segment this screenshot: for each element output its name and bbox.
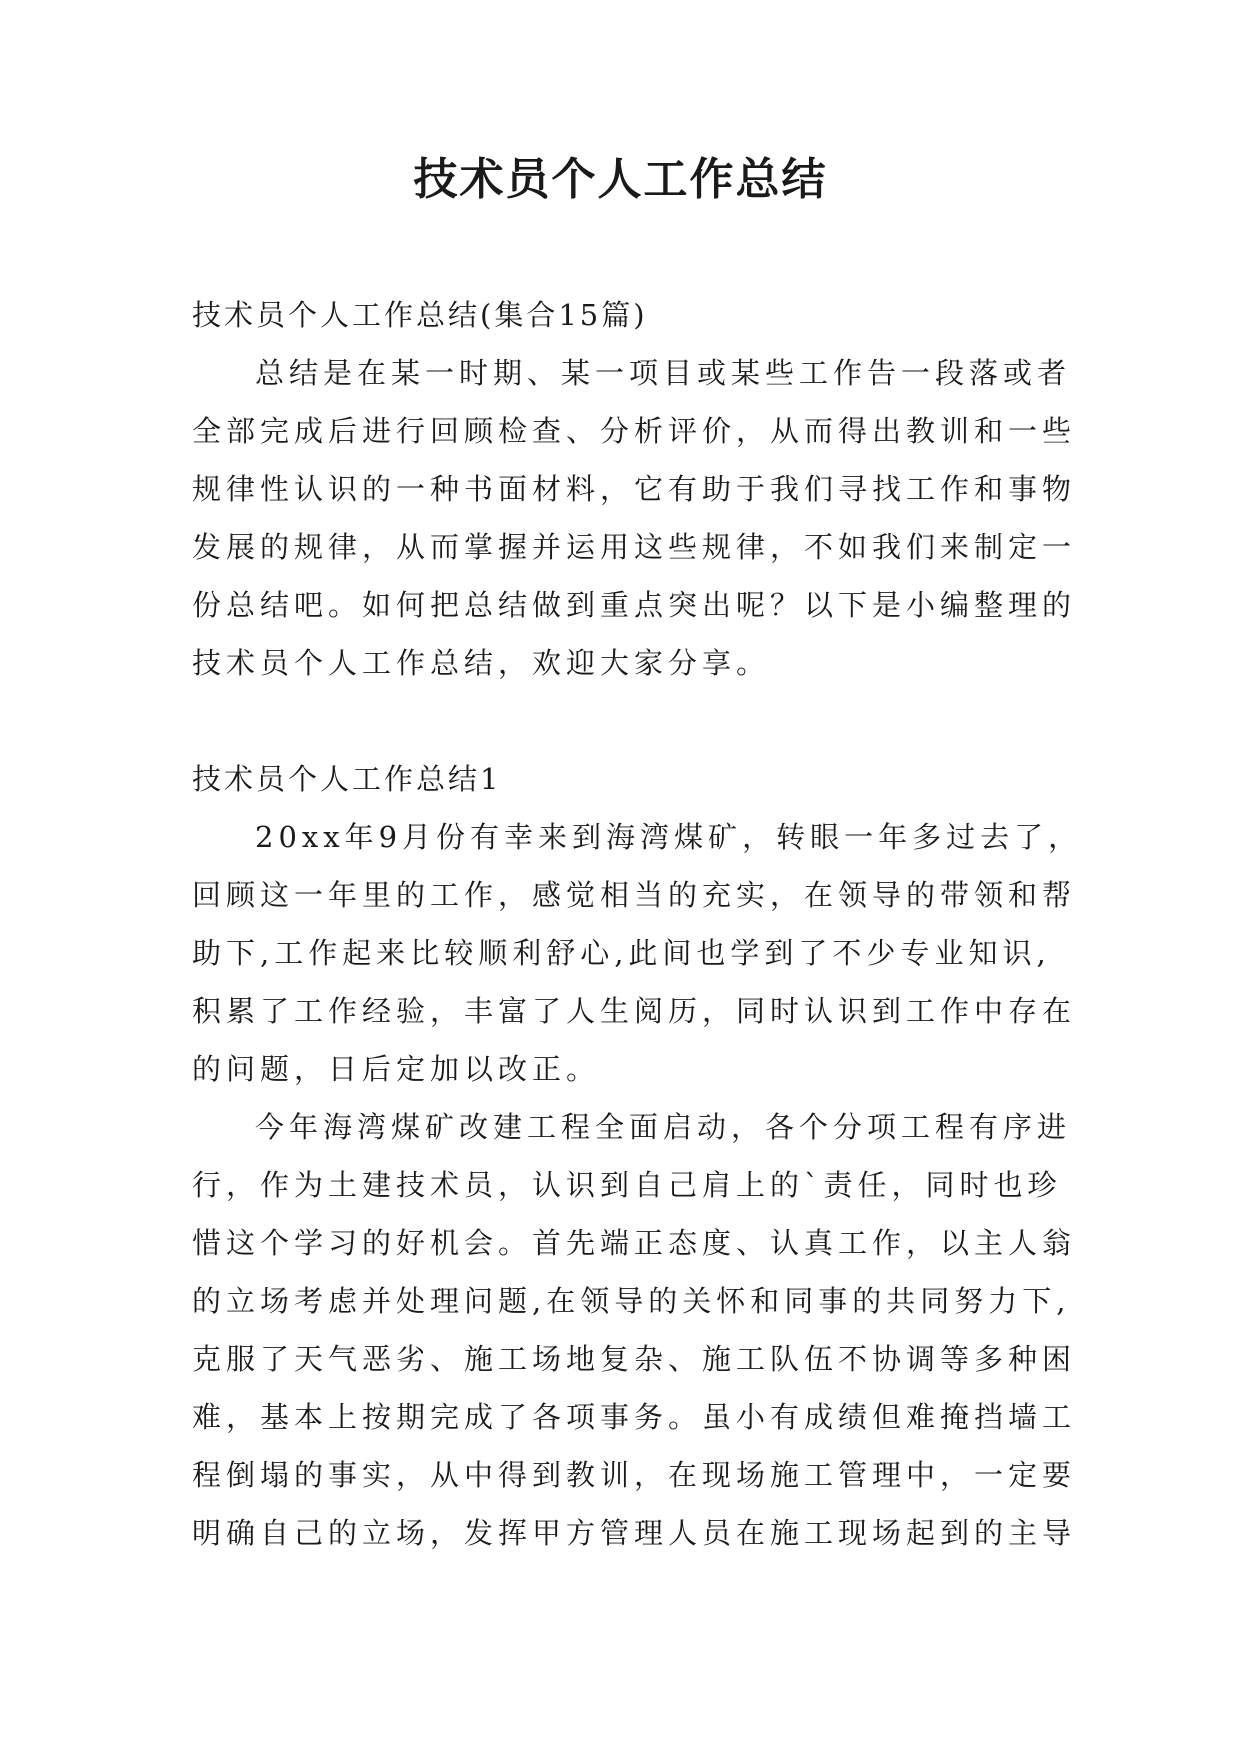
- text-line: 全部完成后进行回顾检查、分析评价，从而得出教训和一些: [192, 414, 1077, 448]
- section-1-paragraph-1: [192, 808, 1083, 1098]
- text-line: 回顾这一年里的工作，感觉相当的充实，在领导的带领和帮: [192, 878, 1077, 912]
- document-body: [192, 286, 1083, 1562]
- text-line: 明确自己的立场，发挥甲方管理人员在施工现场起到的主导: [192, 1516, 1077, 1550]
- text-line: 总结是在某一时期、某一项目或某些工作告一段落或者: [255, 356, 1072, 390]
- text-line: 克服了天气恶劣、施工场地复杂、施工队伍不协调等多种困: [192, 1342, 1077, 1376]
- text-line: 难，基本上按期完成了各项事务。虽小有成绩但难掩挡墙工: [192, 1400, 1077, 1434]
- section-heading: 技术员个人工作总结1: [192, 762, 502, 796]
- text-line: 技术员个人工作总结，欢迎大家分享。: [192, 646, 771, 680]
- text-line: 的立场考虑并处理问题,在领导的关怀和同事的共同努力下,: [192, 1284, 1071, 1318]
- text-line: 程倒塌的事实，从中得到教训，在现场施工管理中，一定要: [192, 1458, 1077, 1492]
- document-title: 技术员个人工作总结: [413, 154, 828, 205]
- text-line: 20xx年9月份有幸来到海湾煤矿，转眼一年多过去了，: [255, 820, 1083, 854]
- text-line: 的问题，日后定加以改正。: [192, 1052, 601, 1086]
- text-line: 惜这个学习的好机会。首先端正态度、认真工作，以主人翁: [192, 1226, 1077, 1260]
- text-line: 行，作为土建技术员，认识到自己肩上的`责任，同时也珍: [192, 1168, 1062, 1202]
- text-line: 助下,工作起来比较顺利舒心,此间也学到了不少专业知识,: [192, 936, 1051, 970]
- text-line: 发展的规律，从而掌握并运用这些规律，不如我们来制定一: [192, 530, 1077, 564]
- section-1-paragraph-2: [192, 1098, 1077, 1562]
- text-line: 今年海湾煤矿改建工程全面启动，各个分项工程有序进: [255, 1110, 1072, 1144]
- intro-paragraph: [192, 344, 1077, 692]
- text-line: 份总结吧。如何把总结做到重点突出呢？以下是小编整理的: [192, 588, 1077, 622]
- paragraph-spacer: [192, 692, 1057, 750]
- collection-subtitle: 技术员个人工作总结(集合15篇): [192, 298, 648, 332]
- text-line: 积累了工作经验，丰富了人生阅历，同时认识到工作中存在: [192, 994, 1077, 1028]
- text-line: 规律性认识的一种书面材料，它有助于我们寻找工作和事物: [192, 472, 1077, 506]
